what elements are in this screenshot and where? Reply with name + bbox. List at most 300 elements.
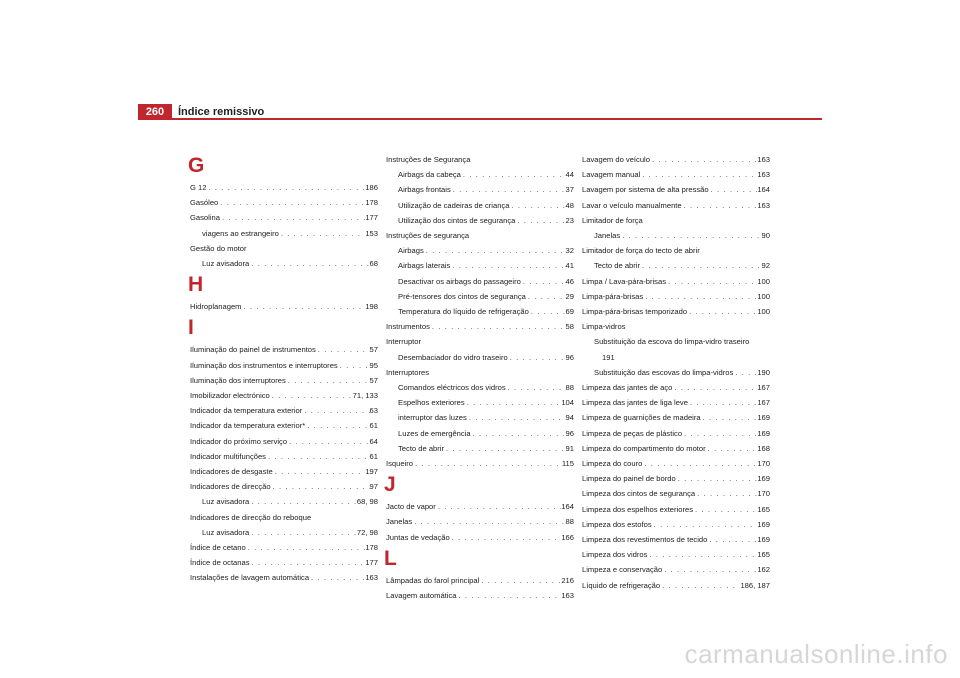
entry-page: 91 [565, 443, 574, 453]
dot-leader [273, 464, 366, 479]
dot-leader [436, 499, 562, 514]
dot-leader [471, 426, 566, 441]
entry-text: Limpa-pára-brisas [582, 291, 644, 301]
index-subentry [190, 226, 378, 241]
entry-text: Limpeza dos revestimentos de tecido [582, 535, 708, 545]
index-column-3 [582, 152, 770, 593]
index-entry [190, 418, 378, 433]
index-entry [386, 228, 574, 243]
entry-text: Indicador da temperatura exterior* [190, 421, 306, 431]
entry-text: Hidroplanagem [190, 302, 242, 312]
index-subentry [386, 426, 574, 441]
entry-page: 186, 187 [740, 580, 770, 590]
index-subentry [386, 395, 574, 410]
entry-text: Índice de cetano [190, 543, 246, 553]
index-entry [386, 573, 574, 588]
index-entry [190, 373, 378, 388]
dot-leader [305, 418, 369, 433]
dot-leader [688, 395, 757, 410]
dot-leader [242, 299, 366, 314]
entry-text: Tecto de abrir [398, 443, 445, 453]
index-subentry [190, 525, 378, 540]
entry-page: 163 [561, 591, 574, 601]
entry-page: 48 [565, 200, 574, 210]
index-entry [582, 532, 770, 547]
entry-text: Limpeza de peças de plástico [582, 428, 683, 438]
dot-leader [479, 573, 561, 588]
index-subentry [190, 256, 378, 271]
index-entry [582, 410, 770, 425]
entry-page: 163 [365, 573, 378, 583]
index-entry [582, 562, 770, 577]
dot-leader [709, 182, 758, 197]
entry-text: Limpeza e conservação [582, 565, 663, 575]
index-subentry [386, 258, 574, 273]
index-subentry [386, 304, 574, 319]
entry-text: Substituição da escova do limpa-vidro traseiro [594, 337, 750, 347]
entry-text: Indicadores de direcção do reboque [190, 512, 312, 522]
dot-leader [701, 410, 758, 425]
entry-text: Utilização dos cintos de segurança [398, 215, 516, 225]
index-subentry [582, 365, 770, 380]
entry-text: Limpeza do compartimento do motor [582, 443, 706, 453]
dot-leader [412, 514, 565, 529]
dot-leader [413, 456, 562, 471]
index-entry [582, 471, 770, 486]
index-subentry [386, 441, 574, 456]
entry-page: 163 [757, 200, 770, 210]
index-subentry [386, 289, 574, 304]
entry-text: Indicadores de desgaste [190, 467, 273, 477]
entry-page: 23 [565, 215, 574, 225]
index-entry [582, 334, 770, 364]
dot-leader [424, 243, 566, 258]
entry-page: 37 [565, 185, 574, 195]
entry-page: 69 [565, 307, 574, 317]
entry-text: Limpeza de guarnições de madeira [582, 413, 701, 423]
index-entry [582, 426, 770, 441]
entry-page: 92 [761, 261, 770, 271]
dot-leader [676, 471, 758, 486]
index-entry [386, 152, 574, 167]
entry-text: Gestão do motor [190, 243, 247, 253]
entry-text: Limpeza dos vidros [582, 550, 648, 560]
entry-text: Lavagem automática [386, 591, 457, 601]
section-letter: L [384, 546, 397, 570]
dot-leader [451, 182, 566, 197]
entry-page: 170 [757, 459, 770, 469]
entry-page: 95 [369, 360, 378, 370]
dot-leader [652, 517, 758, 532]
entry-page: 177 [365, 213, 378, 223]
entry-text: Luzes de emergência [398, 428, 471, 438]
index-entry [582, 547, 770, 562]
dot-leader [270, 388, 353, 403]
entry-page: 164 [561, 502, 574, 512]
entry-page: 115 [561, 459, 574, 469]
index-subentry [386, 410, 574, 425]
index-entry [190, 570, 378, 585]
index-entry [386, 530, 574, 545]
entry-page: 169 [757, 413, 770, 423]
index-entry [190, 555, 378, 570]
entry-text: Desembaciador do vidro traseiro [398, 352, 508, 362]
entry-page: 41 [565, 261, 574, 271]
index-entry [190, 540, 378, 555]
entry-text: Jacto de vapor [386, 502, 436, 512]
index-entry [582, 456, 770, 471]
entry-page: 165 [757, 504, 770, 514]
entry-text: Instalações de lavagem automática [190, 573, 310, 583]
entry-text: Lavagem do veículo [582, 155, 650, 164]
index-entry [190, 449, 378, 464]
entry-text: Instrumentos [386, 322, 430, 332]
entry-page: 71, 133 [352, 391, 378, 401]
index-entry [190, 299, 378, 314]
index-subentry [386, 167, 574, 182]
index-entry [582, 152, 770, 167]
index-entry [582, 578, 770, 593]
entry-text: Lâmpadas do farol principal [386, 575, 480, 585]
dot-leader [640, 258, 762, 273]
dot-leader [640, 167, 757, 182]
index-entry [190, 434, 378, 449]
index-entry [386, 334, 574, 349]
dot-leader [682, 426, 757, 441]
entry-page: 32 [565, 246, 574, 256]
entry-text: Temperatura do líquido de refrigeração [398, 307, 529, 317]
index-entry [582, 319, 770, 334]
dot-leader [526, 289, 566, 304]
entry-text: Luz avisadora [202, 497, 250, 507]
entry-text: Limpa-vidros [582, 322, 626, 332]
index-subentry [386, 182, 574, 197]
entry-page: 177 [365, 558, 378, 568]
index-entry [386, 499, 574, 514]
index-entry [582, 486, 770, 501]
entry-page: 90 [761, 231, 770, 241]
entry-text: Airbags da cabeça [398, 170, 461, 180]
section-letter: H [188, 273, 204, 297]
index-entry [582, 167, 770, 182]
entry-text: Limpeza do couro [582, 459, 643, 469]
dot-leader [302, 403, 369, 418]
index-entry [582, 198, 770, 213]
index-subentry [190, 494, 378, 509]
entry-text: interruptor das luzes [398, 413, 467, 423]
entry-text: Desactivar os airbags do passageiro [398, 276, 521, 286]
dot-leader [286, 373, 370, 388]
entry-page: 165 [757, 550, 770, 560]
entry-page: 61 [369, 421, 378, 431]
index-entry [190, 358, 378, 373]
entry-text: Limpeza dos espelhos exteriores [582, 504, 694, 514]
entry-page: 216 [561, 575, 574, 585]
entry-page: 88 [565, 517, 574, 527]
dot-leader [430, 319, 566, 334]
index-entry [582, 182, 770, 197]
entry-page: 178 [365, 198, 378, 208]
entry-page: 167 [757, 383, 770, 393]
index-entry [190, 464, 378, 479]
index-entry [190, 403, 378, 418]
section-letter: G [188, 154, 205, 177]
entry-page: 72, 98 [356, 527, 378, 537]
entry-page: 164 [757, 185, 770, 195]
entry-page: 88 [565, 383, 574, 393]
dot-leader [650, 152, 757, 167]
dot-leader [218, 195, 365, 210]
entry-page: 153 [365, 228, 378, 238]
index-entry [582, 213, 770, 228]
entry-text: Limpeza das jantes de aço [582, 383, 673, 393]
index-entry [190, 180, 378, 195]
entry-text: Lavagem por sistema de alta pressão [582, 185, 709, 195]
entry-page: 169 [757, 474, 770, 484]
entry-page: 190 [757, 367, 770, 377]
entry-text: Indicadores de direcção [190, 482, 271, 492]
entry-text: Indicador multifunções [190, 451, 266, 461]
dot-leader [515, 213, 565, 228]
entry-page: 186 [365, 183, 378, 192]
index-entry [582, 380, 770, 395]
entry-text: Janelas [594, 231, 621, 241]
entry-page: 100 [757, 291, 770, 301]
entry-page: 167 [757, 398, 770, 408]
section-letter: J [384, 473, 396, 497]
entry-text: Interruptores [386, 367, 430, 377]
index-entry [190, 388, 378, 403]
entry-text: Imobilizador electrónico [190, 391, 270, 401]
entry-text: Juntas de vedação [386, 532, 450, 542]
dot-leader [206, 180, 365, 195]
index-entry [190, 210, 378, 225]
entry-text: Substituição das escovas do limpa-vidros [594, 367, 734, 377]
dot-leader [642, 456, 757, 471]
entry-text: G 12 [190, 183, 207, 192]
index-entry [190, 342, 378, 357]
entry-text: Líquido de refrigeração [582, 580, 661, 590]
entry-page: 46 [565, 276, 574, 286]
dot-leader [706, 441, 758, 456]
entry-page: 197 [365, 467, 378, 477]
dot-leader [266, 449, 370, 464]
entry-page: 169 [757, 535, 770, 545]
entry-text: Lavar o veículo manualmente [582, 200, 682, 210]
index-entry [386, 456, 574, 471]
dot-leader [508, 350, 566, 365]
entry-page: 57 [369, 375, 378, 385]
dot-leader [643, 289, 757, 304]
entry-page: 169 [757, 428, 770, 438]
entry-page: 169 [757, 519, 770, 529]
entry-text: Instruções de segurança [386, 231, 470, 241]
entry-text: Instruções de Segurança [386, 155, 471, 164]
index-subentry [582, 258, 770, 273]
entry-text: Iluminação do painel de instrumentos [190, 345, 316, 355]
entry-text: Utilização de cadeiras de criança [398, 200, 510, 210]
dot-leader [444, 441, 566, 456]
entry-page: 68 [369, 259, 378, 269]
dot-leader [672, 380, 757, 395]
dot-leader [461, 167, 566, 182]
page-header [0, 0, 960, 122]
entry-text: Limpeza do painel de bordo [582, 474, 676, 484]
entry-text: Isqueiro [386, 459, 414, 469]
dot-leader [521, 274, 566, 289]
entry-text: Pré-tensores dos cintos de segurança [398, 291, 526, 301]
entry-text: Limitador de força do tecto de abrir [582, 246, 700, 256]
index-entry [582, 441, 770, 456]
index-entry [386, 319, 574, 334]
entry-page: 63 [369, 406, 378, 416]
entry-text: Airbags [398, 246, 424, 256]
dot-leader [220, 210, 365, 225]
dot-leader [246, 540, 366, 555]
page-title: Índice remissivo [178, 106, 265, 118]
entry-page: 96 [565, 428, 574, 438]
entry-text: viagens ao estrangeiro [202, 228, 279, 238]
entry-page: 94 [565, 413, 574, 423]
index-entry [582, 502, 770, 517]
entry-page: 166 [561, 532, 574, 542]
index-entry [582, 274, 770, 289]
entry-text: Iluminação dos interruptores [190, 375, 286, 385]
dot-leader [467, 410, 566, 425]
entry-page: 64 [369, 436, 378, 446]
dot-leader [682, 198, 758, 213]
dot-leader [316, 342, 370, 357]
index-entry [582, 243, 770, 258]
entry-page: 170 [757, 489, 770, 499]
entry-text: Indicador do próximo serviço [190, 436, 288, 446]
entry-page: 29 [565, 291, 574, 301]
dot-leader [647, 547, 757, 562]
index-subentry [386, 380, 574, 395]
dot-leader [660, 578, 740, 593]
dot-leader [666, 274, 757, 289]
dot-leader [693, 502, 757, 517]
index-entry [386, 588, 574, 603]
entry-text: Limpa / Lava-pára-brisas [582, 276, 666, 286]
dot-leader [279, 226, 365, 241]
entry-page: 163 [757, 155, 770, 164]
dot-leader [271, 479, 370, 494]
entry-page: 104 [561, 398, 574, 408]
dot-leader [733, 365, 757, 380]
index-column-1 [190, 152, 378, 586]
index-entry [582, 289, 770, 304]
entry-text: Airbags laterais [398, 261, 451, 271]
index-entry [190, 510, 378, 525]
entry-text: Janelas [386, 517, 413, 527]
entry-page: 68, 98 [356, 497, 378, 507]
entry-text: Indicador da temperatura exterior [190, 406, 303, 416]
entry-text: Limpa-pára-brisas temporizado [582, 307, 688, 317]
index-subentry [386, 213, 574, 228]
entry-page: 163 [757, 170, 770, 180]
dot-leader [249, 256, 369, 271]
entry-page: 44 [565, 170, 574, 180]
entry-text: Airbags frontais [398, 185, 451, 195]
entry-text: Limitador de força [582, 215, 643, 225]
dot-leader [287, 434, 369, 449]
entry-text: Índice de octanas [190, 558, 250, 568]
dot-leader [249, 494, 357, 509]
entry-page: 100 [757, 307, 770, 317]
dot-leader [338, 358, 370, 373]
dot-leader [249, 525, 357, 540]
index-entry [386, 365, 574, 380]
entry-page: 61 [369, 451, 378, 461]
entry-text: Gasóleo [190, 198, 219, 208]
dot-leader [506, 380, 566, 395]
dot-leader [529, 304, 566, 319]
index-entry [582, 395, 770, 410]
dot-leader [687, 304, 757, 319]
index-subentry [386, 350, 574, 365]
entry-text: Limpeza dos cintos de segurança [582, 489, 696, 499]
entry-page: 97 [369, 482, 378, 492]
entry-page: 57 [369, 345, 378, 355]
dot-leader [465, 395, 562, 410]
entry-text: Luz avisadora [202, 259, 250, 269]
entry-page: 198 [365, 302, 378, 312]
dot-leader [695, 486, 757, 501]
entry-text: Luz avisadora [202, 527, 250, 537]
page-number: 260 [138, 104, 172, 120]
entry-text: Comandos eléctricos dos vidros [398, 383, 506, 393]
index-column-2 [386, 152, 574, 603]
entry-text: Tecto de abrir [594, 261, 641, 271]
entry-text: Limpeza das jantes de liga leve [582, 398, 688, 408]
index-entry [582, 517, 770, 532]
index-entry [190, 479, 378, 494]
dot-leader [450, 530, 562, 545]
dot-leader [250, 555, 366, 570]
dot-leader [450, 258, 565, 273]
index-subentry [386, 274, 574, 289]
index-entry [386, 514, 574, 529]
entry-page: 168 [757, 443, 770, 453]
index-entry [190, 195, 378, 210]
dot-leader [457, 588, 562, 603]
dot-leader [309, 570, 365, 585]
entry-text: Gasolina [190, 213, 220, 223]
entry-text: Interruptor [386, 337, 422, 347]
entry-text: Iluminação dos instrumentos e interruptores [190, 360, 338, 370]
index-entry [582, 304, 770, 319]
index-subentry [386, 198, 574, 213]
entry-page: 178 [365, 543, 378, 553]
section-letter: I [188, 316, 194, 340]
index-entry [190, 241, 378, 256]
watermark: carmanualsonline.info [684, 639, 948, 669]
entry-page: 191 [602, 352, 615, 362]
dot-leader [509, 198, 565, 213]
entry-page: 162 [757, 565, 770, 575]
dot-leader [707, 532, 757, 547]
entry-page: 100 [757, 276, 770, 286]
dot-leader [620, 228, 761, 243]
entry-page: 58 [565, 322, 574, 332]
entry-text: Lavagem manual [582, 170, 641, 180]
dot-leader [662, 562, 757, 577]
index-subentry [386, 243, 574, 258]
index-subentry [582, 228, 770, 243]
entry-text: Espelhos exteriores [398, 398, 465, 408]
header-divider [138, 118, 822, 120]
